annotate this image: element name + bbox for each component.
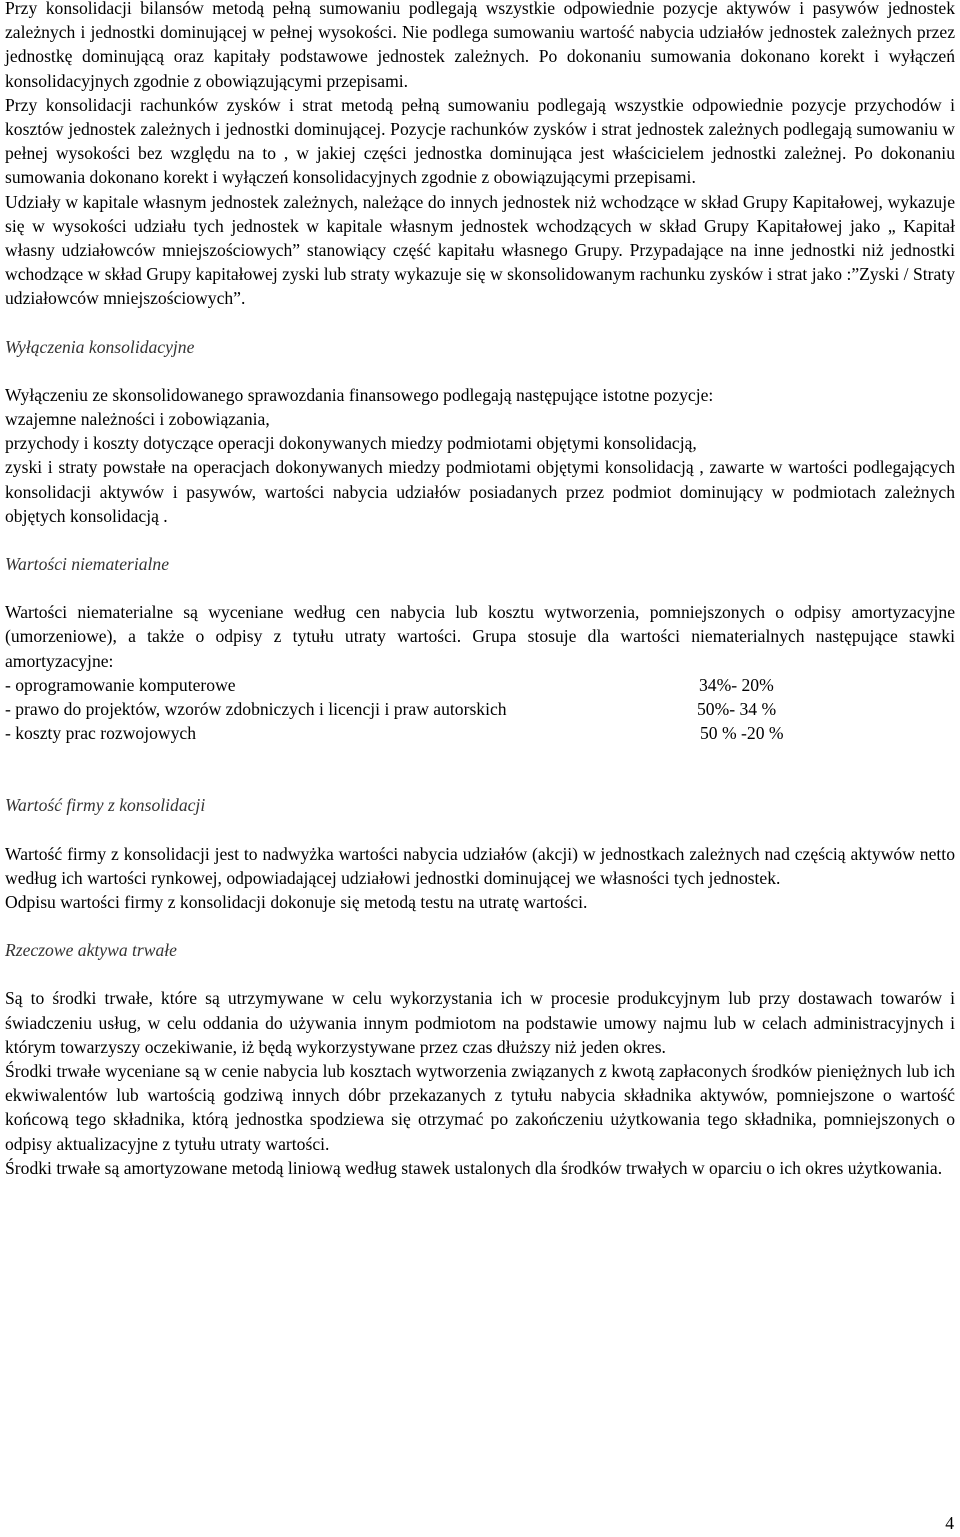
heading-goodwill: Wartość firmy z konsolidacji	[5, 795, 206, 816]
paragraph-income-consolidation: Przy konsolidacji rachunków zysków i strat metodą pełną sumowaniu podlegają wszystkie odpowiednie pozycje przychodów i kosztów jednostek zależnych i jednostki dominującej. Pozycje rachunków zysków i strat jednostek zależnych podlegają sumowaniu w pełnej wysokości bez względu na to , w jakiej części jednostka dominująca jest właścicielem jednostki zależnej. Po dokonaniu sumowania dokonano korekt i wyłączeń konsolidacyjnych zgodnie z obowiązującymi przepisami.	[5, 94, 955, 188]
rate-value: 50%- 34 %	[697, 699, 777, 720]
amortization-rate-row	[5, 697, 955, 721]
fixed-assets-paragraph: Środki trwałe są amortyzowane metodą liniową według stawek ustalonych dla środków trwałych w oparciu o ich okres użytkowania.	[5, 1157, 943, 1178]
rate-label: - koszty prac rozwojowych	[5, 723, 197, 744]
rate-label: - prawo do projektów, wzorów zdobniczych i licencji i praw autorskich	[5, 699, 507, 720]
elimination-item: przychody i koszty dotyczące operacji dokonywanych miedzy podmiotami objętymi konsolidacją,	[5, 433, 697, 454]
rate-label: - oprogramowanie komputerowe	[5, 674, 236, 695]
rate-value: 34%- 20%	[699, 674, 774, 695]
paragraph-balance-consolidation: Przy konsolidacji bilansów metodą pełną sumowaniu podlegają wszystkie odpowiednie pozycje aktywów i pasywów jednostek zależnych i jednostki dominującej w pełnej wysokości. Nie podlega sumowaniu wartość nabycia udziałów jednostek zależnych przez jednostkę dominującą oraz kapitały podstawowe jednostek zależnych. Po dokonaniu sumowania dokonano korekt i wyłączeń konsolidacyjnych zgodnie z obowiązującymi przepisami.	[5, 0, 955, 91]
heading-fixed-assets: Rzeczowe aktywa trwałe	[5, 940, 177, 961]
elimination-item: wzajemne należności i zobowiązania,	[5, 409, 270, 430]
amortization-rate-row	[5, 673, 955, 697]
rate-value: 50 % -20 %	[700, 723, 784, 744]
page-number: 4	[945, 1513, 954, 1533]
goodwill-paragraph: Wartość firmy z konsolidacji jest to nadwyżka wartości nabycia udziałów (akcji) w jednostkach zależnych nad częścią aktywów netto według ich wartości rynkowej, odpowiadającej udziałowi jednostki dominującej we własności tych jednostek.	[5, 843, 955, 888]
eliminations-intro: Wyłączeniu ze skonsolidowanego sprawozdania finansowego podlegają następujące istotne pozycje:	[5, 384, 714, 405]
intangibles-text: Wartości niematerialne są wyceniane według cen nabycia lub kosztu wytworzenia, pomniejszonych o odpisy amortyzacyjne (umorzeniowe), a także o odpisy z tytułu utraty wartości. Grupa stosuje dla wartości niematerialnych następujące stawki amortyzacyjne:	[5, 602, 955, 671]
elimination-item: zyski i straty powstałe na operacjach dokonywanych miedzy podmiotami objętymi konsolidacją , zawarte w wartości podlegających konsolidacji aktywów i pasywów, wartości nabycia udziałów posiadanych przez podmiot dominujący w podmiotach zależnych objętych konsolidacją .	[5, 457, 955, 526]
amortization-rate-row	[5, 721, 955, 745]
heading-intangibles: Wartości niematerialne	[5, 554, 170, 575]
document-page	[5, 0, 955, 1180]
paragraph-minority-interests: Udziały w kapitale własnym jednostek zależnych, należące do innych jednostek niż wchodzące w skład Grupy Kapitałowej, wykazuje się w wysokości udziału tych jednostek w kapitale własnym jednostek wchodzących w skład Grupy Kapitałowej jako „ Kapitał własny udziałowców mniejszościowych” stanowiący część kapitału własnego Grupy. Przypadające na inne jednostki niż jednostki wchodzące w skład Grupy kapitałowej zyski lub straty wykazuje się w skonsolidowanym rachunku zysków i strat jako :”Zyski / Straty udziałowców mniejszościowych”.	[5, 191, 955, 309]
goodwill-paragraph: Odpisu wartości firmy z konsolidacji dokonuje się metodą testu na utratę wartości.	[5, 892, 588, 913]
fixed-assets-paragraph: Środki trwałe wyceniane są w cenie nabycia lub kosztach wytworzenia związanych z kwotą zapłaconych środków pieniężnych lub ich ekwiwalentów lub wartością godziwą innych dóbr przekazanych z tytułu nabycia składnika aktywów, pomniejszone o wartość końcową tego składnika, którą jednostka spodziewa się otrzymać po zakończeniu użytkowania tego składnika, pomniejszonych o odpisy aktualizacyjne z tytułu utraty wartości.	[5, 1061, 955, 1154]
fixed-assets-paragraph: Są to środki trwałe, które są utrzymywane w celu wykorzystania ich w procesie produkcyjnym lub przy dostawach towarów i świadczeniu usług, w celu oddania do używania innym podmiotom na podstawie umowy najmu lub w celach administracyjnych i którym towarzyszy oczekiwanie, iż będą wykorzystywane przez czas dłuższy niż jeden okres.	[5, 988, 955, 1057]
heading-eliminations: Wyłączenia konsolidacyjne	[5, 336, 195, 357]
